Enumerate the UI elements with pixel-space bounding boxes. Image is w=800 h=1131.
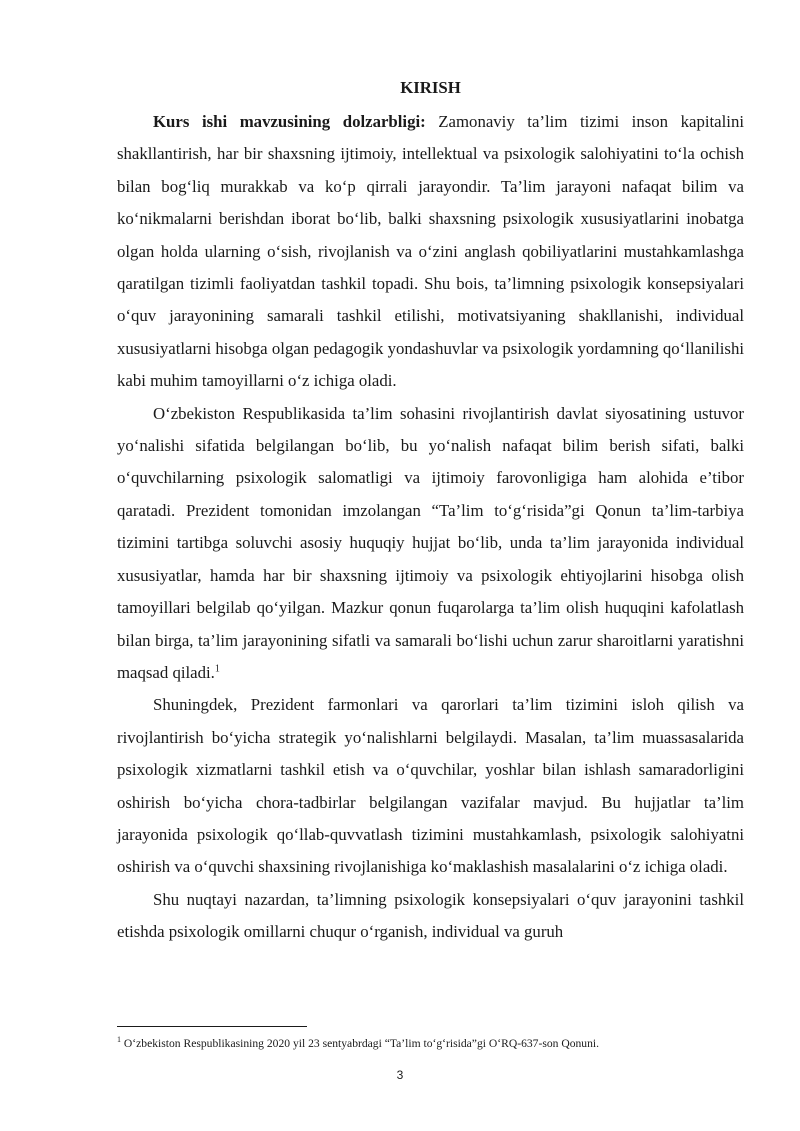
paragraph-decrees: Shuningdek, Prezident farmonlari va qarorlari ta’lim tizimini isloh qilish va rivojlantirish bo‘yicha strategik yo‘nalishlarni belgilaydi. Masalan, ta’lim muassasalarida psixologik xizmatlarni tashkil etish va o‘quvchilar, yoshlar bilan ishlash samaradorligini oshirish bo‘yicha chora-tadbirlar belgilangan vazifalar mavjud. Bu hujjatlar ta’lim jarayonida psixologik qo‘llab-quvvatlash tizimini mustahkamlash, psixologik salohiyatni oshirish va o‘quvchi shaxsining rivojlanishiga ko‘maklashish masalalarini o‘z ichiga oladi. bbox=[117, 695, 744, 877]
footnote-text: O‘zbekiston Respublikasining 2020 yil 23 sentyabrdagi “Ta’lim to‘g‘risida”gi O‘RQ-637-son Qonuni. bbox=[121, 1037, 599, 1050]
document-body bbox=[117, 74, 744, 949]
paragraph-perspective: Shu nuqtayi nazardan, ta’limning psixologik konsepsiyalari o‘quv jarayonini tashkil etishda psixologik omillarni chuqur o‘rganish, individual va guruh bbox=[117, 889, 744, 942]
section-title: KIRISH bbox=[400, 78, 461, 97]
paragraph-legislation bbox=[117, 398, 744, 690]
footnote-reference[interactable]: 1 bbox=[214, 663, 220, 675]
footnote-divider bbox=[117, 1026, 307, 1027]
footnote bbox=[117, 1036, 744, 1052]
paragraph-lead: Kurs ishi mavzusining dolzarbligi: bbox=[153, 112, 426, 131]
footnote-marker: 1 bbox=[117, 1035, 121, 1045]
paragraph-text: Zamonaviy ta’lim tizimi inson kapitalini shakllantirish, har bir shaxsning ijtimoiy, intellektual va psixologik salohiyatini to‘la ochish bilan bog‘liq murakkab va ko‘p qirrali jarayondir. Ta’lim jarayoni nafaqat bilim va ko‘nikmalarni berishdan iborat bo‘lib, balki shaxsning psixologik xususiyatlarini inobatga olgan holda ularning o‘sish, rivojlanish va o‘zini anglash qobiliyatlarini mustahkamlashga qaratilgan tizimli faoliyatdan tashkil topadi. Shu bois, ta’limning psixologik konsepsiyalari o‘quv jarayonining samarali tashkil etilishi, motivatsiyaning shakllanishi, individual xususiyatlarni hisobga olgan pedagogik yondashuvlar va psixologik yordamning qo‘llanilishi kabi muhim tamoyillarni o‘z ichiga oladi. bbox=[117, 112, 744, 391]
paragraph-relevance bbox=[117, 106, 744, 398]
paragraph-text: O‘zbekiston Respublikasida ta’lim sohasini rivojlantirish davlat siyosatining ustuvor yo‘nalishi sifatida belgilangan bo‘lib, bu yo‘nalish nafaqat bilim berish sifati, balki o‘quvchilarning psixologik salomatligi va ijtimoiy farovonligiga ham alohida e’tibor qaratadi. Prezident tomonidan imzolangan “Ta’lim to‘g‘risida”gi Qonun ta’lim-tarbiya tizimini tartibga soluvchi asosiy huquqiy hujjat bo‘lib, unda ta’lim jarayonida individual xususiyatlar, hamda har bir shaxsning ijtimoiy va psixologik ehtiyojlarini hisobga olish tamoyillari belgilab qo‘yilgan. Mazkur qonun fuqarolarga ta’lim olish huquqini kafolatlash bilan birga, ta’lim jarayonining sifatli va samarali bo‘lishi uchun zarur sharoitlarni yaratishni maqsad qiladi. bbox=[117, 403, 744, 682]
page-number: 3 bbox=[396, 1068, 404, 1082]
